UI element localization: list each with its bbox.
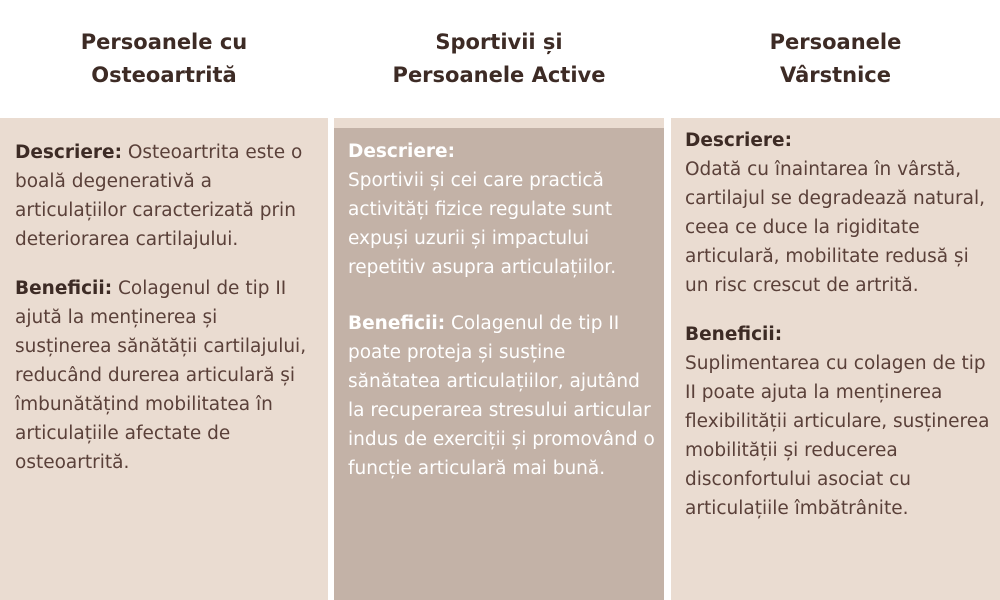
benefits-text: Colagenul de tip II poate proteja și susține sănătatea articulațiilor, ajutând la recuperarea stresului articular indus de exerciții și promovând o funcție articulară mai bună. — [348, 313, 655, 479]
column-title-line1: Persoanele — [769, 30, 902, 54]
column-title-line2: Vârstnice — [779, 63, 891, 87]
description-text: Odată cu înaintarea în vârstă, cartilajul se degradează natural, ceea ce duce la rigiditate articulară, mobilitate redusă și un risc crescut de artrită. — [685, 159, 985, 296]
description-label: Descriere: — [348, 141, 455, 162]
column-title-line1: Persoanele cu — [80, 30, 248, 54]
column-title-line1: Sportivii și — [435, 30, 563, 54]
description-text: Sportivii și cei care practică activități fizice regulate sunt expuși uzurii și impactului repetitiv asupra articulațiilor. — [348, 170, 617, 278]
column-title-line2: Osteoartrită — [91, 63, 237, 87]
column-body-athletes — [334, 128, 664, 600]
column-body-osteoarthritis — [0, 118, 328, 600]
column-header-elderly — [671, 0, 1000, 118]
benefits-label: Beneficii: — [348, 313, 446, 334]
benefits-paragraph — [685, 320, 990, 523]
benefits-paragraph — [15, 274, 318, 477]
description-paragraph — [685, 126, 990, 300]
benefits-text: Suplimentarea cu colagen de tip II poate ajuta la menținerea flexibilității articulare, susținerea mobilității și reducerea disconfortului asociat cu articulațiile îmbătrânite. — [685, 353, 990, 519]
benefits-label: Beneficii: — [15, 278, 113, 299]
column-body-elderly — [671, 118, 1000, 600]
column-header-osteoarthritis — [0, 0, 328, 118]
description-label: Descriere: — [15, 142, 122, 163]
description-text: Osteoartrita este o boală degenerativă a articulațiilor caracterizată prin deteriorarea cartilajului. — [15, 142, 303, 250]
benefits-text: Colagenul de tip II ajută la menținerea și susținerea sănătății cartilajului, reducând durerea articulară și îmbunătățind mobilitatea în articulațiile afectate de osteoartrită. — [15, 278, 307, 473]
column-title-line2: Persoanele Active — [392, 63, 606, 87]
description-paragraph — [348, 137, 656, 282]
benefits-label: Beneficii: — [685, 324, 783, 345]
column-header-athletes — [334, 0, 664, 118]
description-paragraph — [15, 138, 318, 254]
benefits-paragraph — [348, 309, 656, 483]
description-label: Descriere: — [685, 130, 792, 151]
